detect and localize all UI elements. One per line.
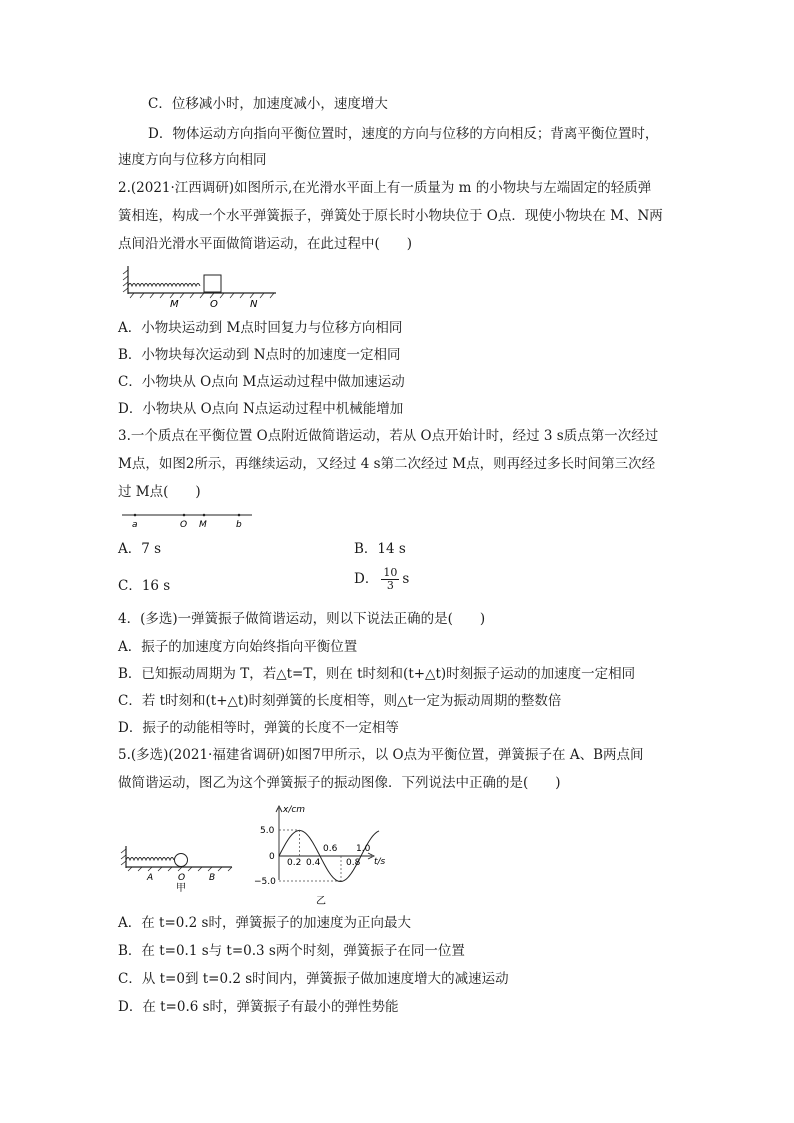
q2-option-d: D．小物块从 O点向 N点运动过程中机械能增加 <box>118 401 404 417</box>
q3-stem-line1: 3.一个质点在平衡位置 O点附近做简谐运动，若从 O点开始计时，经过 3 s质点第一次经过 <box>118 428 659 444</box>
q3-fig-label-m: M <box>199 520 207 530</box>
q2-option-a: A．小物块运动到 M点时回复力与位移方向相同 <box>118 320 403 336</box>
q2-stem-line3: 点间沿光滑水平面做简谐运动，在此过程中( ) <box>118 236 413 252</box>
q3-option-b: B．14 s <box>354 541 406 557</box>
q2-option-c: C．小物块从 O点向 M点运动过程中做加速运动 <box>118 374 405 390</box>
q5-graph-y-zero: 0 <box>269 852 275 862</box>
q4-stem: 4．(多选)一弹簧振子做简谐运动，则以下说法正确的是( ) <box>118 611 486 627</box>
q2-fig-label-m: M <box>170 299 179 310</box>
q5-fig-label-b: B <box>209 873 216 883</box>
q2-option-b: B．小物块每次运动到 N点时的加速度一定相同 <box>118 347 401 363</box>
q5-vibration-graph-yi <box>250 800 390 908</box>
q2-spring-figure <box>118 262 288 310</box>
q5-graph-ylabel: x/cm <box>283 805 306 815</box>
q4-option-d: D．振子的动能相等时，弹簧的长度不一定相等 <box>118 720 399 736</box>
q4-option-b: B．已知振动周期为 T，若△t=T，则在 t时刻和(t+△t)时刻振子运动的加速度一定相同 <box>118 666 636 682</box>
q5-stem-line1: 5.(多选)(2021·福建省调研)如图7甲所示，以 O点为平衡位置，弹簧振子在 A、B两点间 <box>118 747 644 763</box>
q3-option-d-fraction <box>381 567 399 592</box>
q2-stem-line1: 2.(2021·江西调研)如图所示,在光滑水平面上有一质量为 m 的小物块与左端固定的轻质弹 <box>118 180 652 196</box>
q3-option-d-numerator: 10 <box>383 566 398 579</box>
q3-fig-label-o: O <box>180 520 188 530</box>
q3-option-a: A．7 s <box>118 541 162 557</box>
q3-option-d <box>354 567 409 592</box>
q2-stem-line2: 簧相连，构成一个水平弹簧振子，弹簧处于原长时小物块位于 O点．现使小物块在 M、N两 <box>118 208 663 224</box>
q5-graph-y-top: 5.0 <box>260 826 275 836</box>
q5-graph-tick-1-0: 1.0 <box>356 844 371 854</box>
q4-option-a: A．振子的加速度方向始终指向平衡位置 <box>118 639 358 655</box>
q5-graph-tick-0-2: 0.2 <box>287 858 302 868</box>
q5-graph-xlabel: t/s <box>374 857 386 867</box>
q3-option-c: C．16 s <box>118 578 171 594</box>
q3-stem-line3: 过 M点( ) <box>118 484 201 500</box>
q5-graph-tick-0-8: 0.8 <box>346 858 361 868</box>
q3-option-d-prefix: D． <box>354 571 379 587</box>
q5-fig-caption-yi: 乙 <box>316 896 326 907</box>
q2-fig-label-n: N <box>250 299 258 310</box>
q1-option-d-line2: 速度方向与位移方向相同 <box>118 152 267 168</box>
q3-stem-line2: M点，如图2所示，再继续运动，又经过 4 s第二次经过 M点，则再经过多长时间第三次经 <box>118 456 656 472</box>
q5-graph-tick-0-6: 0.6 <box>323 844 338 854</box>
q5-fig-caption-jia: 甲 <box>176 883 186 892</box>
q5-fig-label-a: A <box>147 873 154 883</box>
q5-graph-tick-0-4: 0.4 <box>306 858 321 868</box>
q5-spring-figure-jia <box>118 842 238 892</box>
q3-fig-label-b: b <box>236 520 242 530</box>
q5-option-b: B．在 t=0.1 s与 t=0.3 s两个时刻，弹簧振子在同一位置 <box>118 943 465 959</box>
q3-option-d-denominator: 3 <box>386 579 394 592</box>
q1-option-d-line1: D．物体运动方向指向平衡位置时，速度的方向与位移的方向相反；背离平衡位置时， <box>148 126 659 142</box>
q3-option-d-unit: s <box>402 571 410 587</box>
q5-fig-label-o: O <box>178 873 186 883</box>
q3-fig-label-a: a <box>132 520 138 530</box>
q5-option-d: D．在 t=0.6 s时，弹簧振子有最小的弹性势能 <box>118 999 399 1015</box>
q1-option-c: C．位移减小时，加速度减小，速度增大 <box>148 96 388 112</box>
q3-axis-figure <box>118 508 258 530</box>
q4-option-c: C．若 t时刻和(t+△t)时刻弹簧的长度相等，则△t一定为振动周期的整数倍 <box>118 693 562 709</box>
q5-stem-line2: 做简谐运动，图乙为这个弹簧振子的振动图像．下列说法中正确的是( ) <box>118 775 561 791</box>
q5-graph-y-bottom: −5.0 <box>254 877 276 887</box>
q5-option-a: A．在 t=0.2 s时，弹簧振子的加速度为正向最大 <box>118 915 411 931</box>
q2-fig-label-o: O <box>210 299 218 310</box>
q5-option-c: C．从 t=0到 t=0.2 s时间内，弹簧振子做加速度增大的减速运动 <box>118 971 509 987</box>
